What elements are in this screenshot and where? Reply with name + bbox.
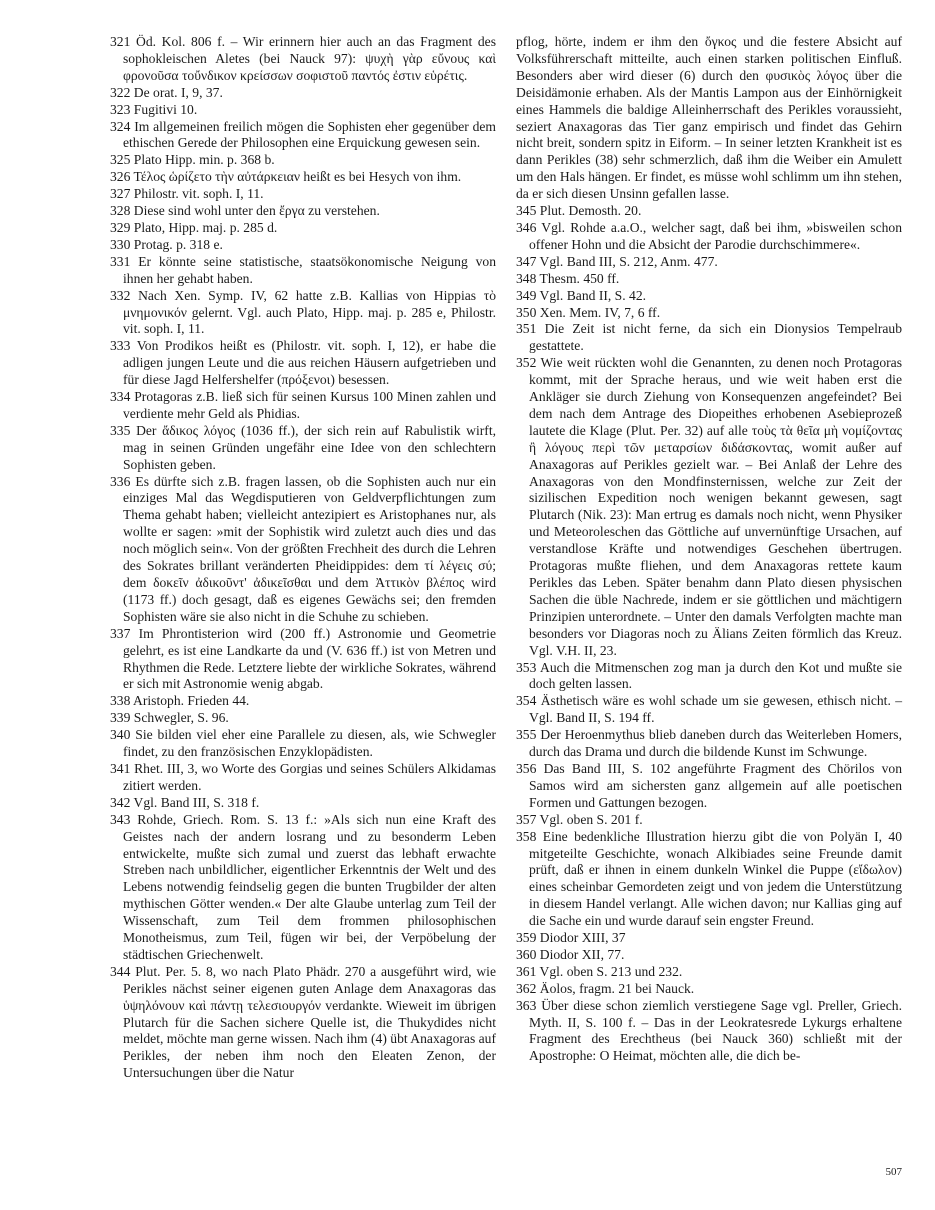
footnote: 358 Eine bedenkliche Illustration hierzu gibt die von Polyän I, 40 mitgeteilte Geschichte, wonach Alkibiades seine Freunde damit prüft, daß er ihnen in einem dunkeln Winkel die Puppe (εἴδωλον) eines scheinbar Gemordeten zeigt und von jedem die Unterstützung in diesem Handel verlangt. Alle wichen davon; nur Kallias ging auf die Sache ein und wurde darauf sein engster Freund. xyxy=(516,828,902,929)
footnote: 338 Aristoph. Frieden 44. xyxy=(110,693,250,709)
footnote: 354 Ästhetisch wäre es wohl schade um sie gewesen, ethisch nicht. – Vgl. Band II, S. 194 ff. xyxy=(516,693,902,726)
footnote: 349 Vgl. Band II, S. 42. xyxy=(516,287,647,303)
footnote: 333 Von Prodikos heißt es (Philostr. vit. soph. I, 12), er habe die adligen jungen Leute und die aus reichen Häusern aufgetrieben und für diese Jagd Helfershelfer (πρόξενοι) besessen. xyxy=(110,338,496,388)
footnote: 360 Diodor XII, 77. xyxy=(516,946,625,962)
footnote: 332 Nach Xen. Symp. IV, 62 hatte z.B. Kallias von Hippias τὸ μνημονικόν gelernt. Vgl. auch Plato, Hipp. maj. p. 285 e, Philostr. vit. soph. I, 11. xyxy=(110,287,496,337)
footnote: 351 Die Zeit ist nicht ferne, da sich ein Dionysios Tempelraub gestattete. xyxy=(516,321,902,354)
footnote: 337 Im Phrontisterion wird (200 ff.) Astronomie und Geometrie gelehrt, es ist eine Landkarte da und (V. 636 ff.) ist von Metren und Rhythmen die Rede. Letztere liebte der wirkliche Sokrates, während er sich mit Astronomie wenig abgab. xyxy=(110,625,496,692)
footnote: 326 Τέλος ὡρίζετο τὴν αὐτάρκειαν heißt es bei Hesych von ihm. xyxy=(110,169,462,185)
footnote: 343 Rohde, Griech. Rom. S. 13 f.: »Als sich nun eine Kraft des Geistes nach der andern losrang und zu besonderm Leben entwickelte, mußte sich zumal und zuerst das lebhaft erwachte Streben nach unbildlicher, eigentlicher Erkenntnis der Welt und des Lebens notwendig feindselig gegen die bunten Trugbilder der alten mythischen Götter wenden.« Der alte Glaube unterlag zum Teil der Wissenschaft, zum Teil dem frommen philosophischen Monotheismus, zum Teil, fügen wir bei, der Verpöbelung der städtischen Griechenwelt. xyxy=(110,811,496,962)
footnote: 324 Im allgemeinen freilich mögen die Sophisten eher gegenüber dem ethischen Gerede der Philosophen eine Erquickung gewesen sein. xyxy=(110,118,496,151)
footnote: 344 Plut. Per. 5. 8, wo nach Plato Phädr. 270 a ausgeführt wird, wie Perikles nächst seiner eigenen guten Anlage dem Anaxagoras das ὑψηλόνουν καὶ πάντῃ τελεσιουργόν verdankte. Wieweit im übrigen Plutarch für die Sachen sichere Quelle ist, die Thukydides nicht meldet, möchte man gerne wissen. Nach ihm (4) übt Anaxagoras auf Perikles, der neben ihm noch den Eleaten Zenon, der Untersuchungen über die Natur xyxy=(110,963,496,1081)
footnote: 342 Vgl. Band III, S. 318 f. xyxy=(110,794,260,810)
footnote: 327 Philostr. vit. soph. I, 11. xyxy=(110,186,264,202)
page-number: 507 xyxy=(885,1166,902,1178)
footnote: 335 Der ἄδικος λόγος (1036 ff.), der sich rein auf Rabulistik wirft, mag in seinen Gründen ungefähr eine Idee von den schlechtern Sophisten geben. xyxy=(110,422,496,472)
footnote: 323 Fugitivi 10. xyxy=(110,101,198,117)
footnote: 346 Vgl. Rohde a.a.O., welcher sagt, daß bei ihm, »bisweilen schon offener Hohn und die Absicht der Parodie durchschimmere«. xyxy=(516,219,902,252)
footnote: 350 Xen. Mem. IV, 7, 6 ff. xyxy=(516,304,661,320)
footnote: 353 Auch die Mitmenschen zog man ja durch den Kot und mußte sie doch gelten lassen. xyxy=(516,659,902,692)
footnote: 334 Protagoras z.B. ließ sich für seinen Kursus 100 Minen zahlen und verdiente mehr Geld als Phidias. xyxy=(110,389,496,421)
footnote: 357 Vgl. oben S. 201 f. xyxy=(516,811,643,827)
footnote: 345 Plut. Demosth. 20. xyxy=(516,203,642,219)
right-column xyxy=(516,34,902,1065)
footnote: 359 Diodor XIII, 37 xyxy=(516,930,626,946)
footnote: 336 Es dürfte sich z.B. fragen lassen, ob die Sophisten auch nur ein einziges Mal das Wegdisputieren von Geldverpflichtungen zum Thema gehabt haben; vielleicht antezipiert es Aristophanes nur, als wollte er sagen: »mit der Sophistik wird zuletzt auch dies und das noch möglich sein«. Von der größten Frechheit des durch die Lehren des Sokrates brillant veränderten Pheidippides: dem τί λέγεις σύ; dem δοκεῖν ἀδικοῦντ' ἀδικεῖσθαι und dem Ἀττικὸν βλέπος wird (1173 ff.) doch gesagt, daß es eigenes Gewächs sei; den fremden Sophisten wäre sie also nicht in die Schuhe zu schieben. xyxy=(110,473,496,624)
footnote: 328 Diese sind wohl unter den ἔργα zu verstehen. xyxy=(110,203,380,219)
footnote-continuation: pflog, hörte, indem er ihm den ὄγκος und die festere Absicht auf Volksführerschaft mitteilte, auch einen starken politischen Einfluß. Besonders aber wird dieser (6) durch den φυσικὸς λόγος über die Deisidämonie erhaben. Als der Mantis Lampon aus der Einhörnigkeit eines Hammels die baldige Alleinherrschaft des Perikles voraussieht, seziert Anaxagoras das Tier ganz empirisch und findet das Gehirn nicht breit, sondern spitz in Eiform. – In seiner letzten Krankheit ist es dann Perikles (38) sehr schmerzlich, daß ihm die Weiber ein Amulett um den Hals hängen. Er findet, es müsse wohl schlimm um ihn stehen, da er sich diesen Unsinn gefallen lasse. xyxy=(516,34,902,202)
footnote: 330 Protag. p. 318 e. xyxy=(110,236,223,252)
footnote: 325 Plato Hipp. min. p. 368 b. xyxy=(110,152,275,168)
footnote: 341 Rhet. III, 3, wo Worte des Gorgias und seines Schülers Alkidamas zitiert werden. xyxy=(110,760,496,793)
footnote: 352 Wie weit rückten wohl die Genannten, zu denen noch Protagoras kommt, mit der Sprache heraus, und wie weit haben erst die Ankläger sie durch Ziehung von Konsequenzen angefeindet? Bei dem nach dem Antrage des Diopeithes erhobenen Asebieprozeß lautete die Klage (Plut. Per. 32) auf alle τοὺς τὰ θεῖα μὴ νομίζοντας ἢ λόγους περὶ τῶν μεταρσίων διδάσκοντας, womit außer auf Anaxagoras auf Perikles gezielt war. – Bei Anlaß der Lehre des Anaxagoras von den Mondfinsternissen, welche zur Zeit der sizilischen Expedition noch wenigen bekannt gewesen, sagt Plutarch (Nik. 23): Man ertrug es damals noch nicht, wenn Physiker und Meteoroleschen das Göttliche auf unvernünftige Ursachen, auf verstandlose Kräfte und notwendiges Geschehen übertrugen. Protagoras mußte fliehen, und dem Anaxagoras rettete kaum Perikles das Leben. Später benahm dann Plato diesen physischen Sachen die üble Nachrede, indem er sie göttlichen und mächtigern Prinzipien unterordnete. – Unter den damals Verfolgten machte man besonders vor Diagoras noch zu Älians Zeiten förmlich das Kreuz. Vgl. V.H. II, 23. xyxy=(516,355,902,658)
footnote: 331 Er könnte seine statistische, staatsökonomische Neigung von ihnen her gehabt haben. xyxy=(110,253,496,286)
footnote: 363 Über diese schon ziemlich verstiegene Sage vgl. Preller, Griech. Myth. II, S. 100 f. – Das in der Leokratesrede Lykurgs erhaltene Fragment des Erechtheus (bei Nauck 360) schließt mit der Apostrophe: O Heimat, möchten alle, die dich be- xyxy=(516,997,902,1064)
footnote: 362 Äolos, fragm. 21 bei Nauck. xyxy=(516,980,695,996)
footnote: 321 Öd. Kol. 806 f. – Wir erinnern hier auch an das Fragment des sophokleischen Aletes (bei Nauck 97): ψυχὴ γὰρ εὔνους καὶ φρονοῦσα τοὔνδικον κρείσσων σοφιστοῦ παντός ἐστιν εὑρέτις. xyxy=(110,34,496,83)
footnote: 356 Das Band III, S. 102 angeführte Fragment des Chörilos von Samos wird am sichersten ganz allgemein auf alle poetischen Formen und Gattungen bezogen. xyxy=(516,760,902,810)
footnote: 355 Der Heroenmythus blieb daneben durch das Weiterleben Homers, durch das Drama und durch die bildende Kunst im Schwunge. xyxy=(516,727,902,760)
footnote: 329 Plato, Hipp. maj. p. 285 d. xyxy=(110,219,278,235)
footnote: 339 Schwegler, S. 96. xyxy=(110,710,229,726)
footnote: 347 Vgl. Band III, S. 212, Anm. 477. xyxy=(516,253,718,269)
footnote: 340 Sie bilden viel eher eine Parallele zu diesen, als, wie Schwegler findet, zu den französischen Enzyklopädisten. xyxy=(110,727,496,760)
footnote: 322 De orat. I, 9, 37. xyxy=(110,84,223,100)
footnote: 361 Vgl. oben S. 213 und 232. xyxy=(516,963,683,979)
left-column xyxy=(110,34,496,1082)
footnote: 348 Thesm. 450 ff. xyxy=(516,270,620,286)
